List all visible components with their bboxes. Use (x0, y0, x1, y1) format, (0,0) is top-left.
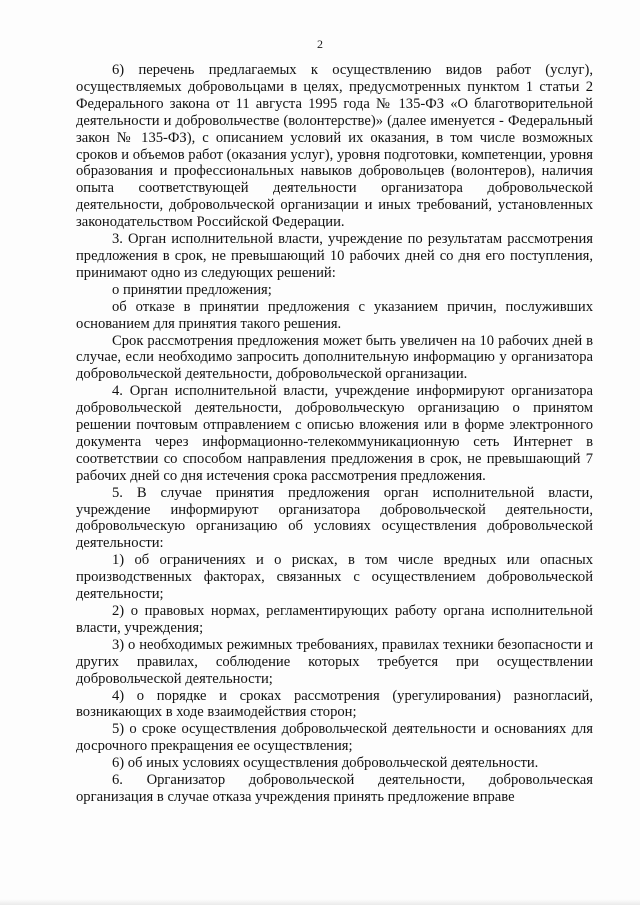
paragraph-point-5-conditions: 5. В случае принятия предложения орган исполнительной власти, учреждение информируют организатора добровольческой деятельности, добровольческую организацию об условиях осуществления добровольческой деятельности: (76, 484, 593, 552)
paragraph-review-extension: Срок рассмотрения предложения может быть увеличен на 10 рабочих дней в случае, если необходимо запросить дополнительную информацию у организатора добровольческой деятельности, добровольческой организации. (76, 332, 593, 383)
page-number: 2 (317, 37, 323, 51)
paragraph-point-6-refusal: 6. Организатор добровольческой деятельности, добровольческая организация в случае отказа учреждения принять предложение вправе (76, 772, 593, 805)
paragraph-condition-6-other: 6) об иных условиях осуществления добровольческой деятельности. (112, 755, 539, 772)
paragraph-condition-5-term: 5) о сроке осуществления добровольческой деятельности и основаниях для досрочного прекращения ее осуществления; (76, 721, 593, 755)
scan-bottom-edge (0, 899, 640, 905)
paragraph-condition-2-legal-norms: 2) о правовых нормах, регламентирующих работу органа исполнительной власти, учреждения; (76, 603, 593, 636)
paragraph-condition-3-safety: 3) о необходимых режимных требованиях, правилах техники безопасности и других правилах, соблюдение которых требуется при осуществлении добровольческой деятельности; (76, 636, 593, 687)
paragraph-condition-4-disputes: 4) о порядке и сроках рассмотрения (урегулирования) разногласий, возникающих в ходе взаимодействия сторон; (76, 687, 593, 721)
document-body (76, 62, 593, 806)
paragraph-point-3-review: 3. Орган исполнительной власти, учреждение по результатам рассмотрения предложения в срок, не превышающий 10 рабочих дней со дня его поступления, принимают одно из следующих решений: (76, 231, 593, 281)
paragraph-condition-1-risks: 1) об ограничениях и о рисках, в том числе вредных или опасных производственных факторах, связанных с осуществлением добровольческой деятельности; (76, 552, 593, 603)
paragraph-point-4-notification: 4. Орган исполнительной власти, учреждение информируют организатора добровольческой деятельности, добровольческую организацию о принятом решении почтовым отправлением с описью вложения или в форме электронного документа через информационно-телекоммуникационную сеть Интернет в соответствии со способом направления предложения в срок, не превышающий 7 рабочих дней со дня истечения срока рассмотрения предложения. (76, 383, 593, 484)
paragraph-item-6-work-types: 6) перечень предлагаемых к осуществлению видов работ (услуг), осуществляемых добровольцами в целях, предусмотренных пунктом 1 статьи 2 Федерального закона от 11 августа 1995 года № 135-ФЗ «О благотворительной деятельности и добровольчестве (волонтерстве)» (далее именуется - Федеральный закон № 135-ФЗ), с описанием условий их оказания, в том числе возможных сроков и объемов работ (оказания услуг), уровня подготовки, компетенции, уровня образования и профессиональных навыков добровольцев (волонтеров), наличия опыта соответствующей деятельности организатора добровольческой деятельности, добровольческой организации и иных требований, установленных законодательством Российской Федерации. (76, 62, 593, 231)
paragraph-decision-reject: об отказе в принятии предложения с указанием причин, послуживших основанием для принятия такого решения. (76, 298, 593, 332)
paragraph-decision-accept: о принятии предложения; (112, 281, 272, 298)
